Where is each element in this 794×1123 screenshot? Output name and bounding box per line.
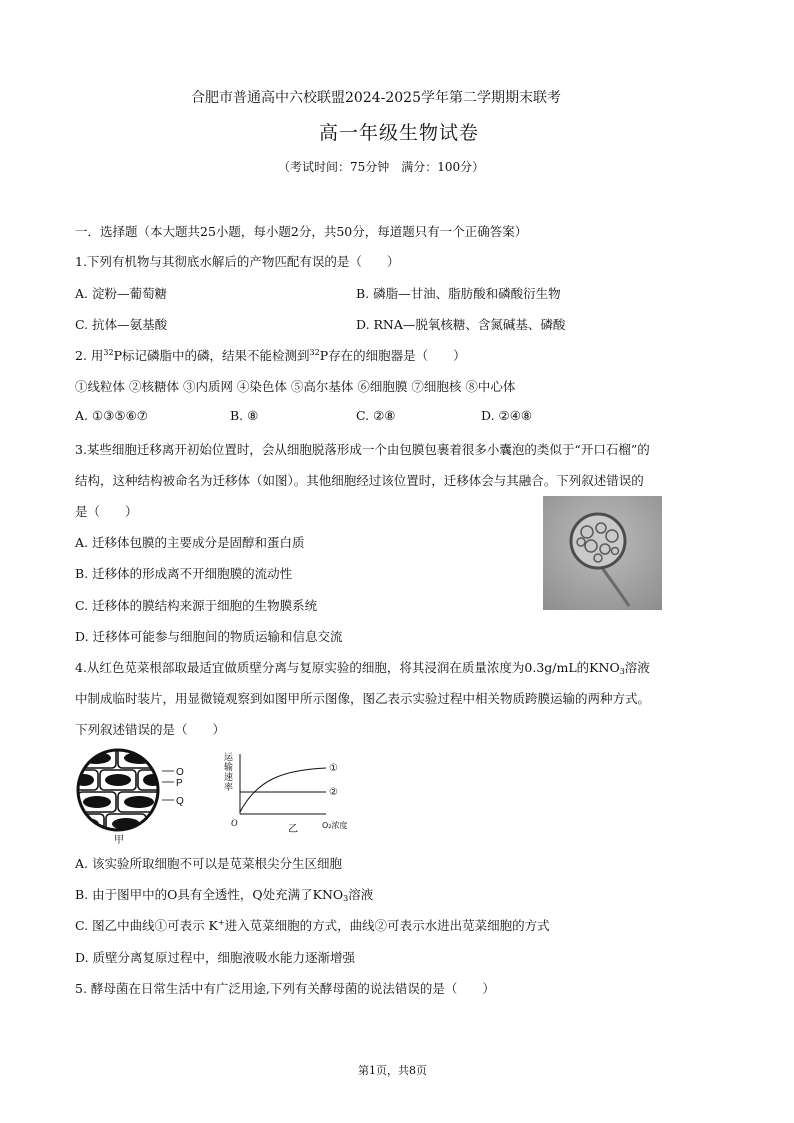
q5-stem: 5. 酵母菌在日常生活中有广泛用途,下列有关酵母菌的说法错误的是（ ） <box>75 981 495 996</box>
curve-2-label: ② <box>329 787 338 798</box>
q3-option-b: B. 迁移体的形成离不开细胞膜的流动性 <box>75 566 293 581</box>
q1-option-b: B. 磷脂—甘油、脂肪酸和磷酸衍生物 <box>356 286 561 301</box>
q3-stem-line3: 是（ ） <box>75 504 138 519</box>
curve-1 <box>240 768 326 812</box>
label-q: Q <box>176 796 184 807</box>
ylabel-char-1: 运 <box>224 753 234 763</box>
q4-stem-line2: 中制成临时装片，用显微镜观察到如图甲所示图像，图乙表示实验过程中相关物质跨膜运输的两种方式。 <box>75 691 651 706</box>
label-p: P <box>176 778 183 789</box>
page-number: 第1页，共8页 <box>358 1064 427 1077</box>
q4-option-b: B. 由于图甲中的O具有全透性，Q处充满了$KNO_3$溶液 <box>75 887 374 903</box>
q1-option-d: D. RNA—脱氧核糖、含氮碱基、磷酸 <box>356 317 566 332</box>
figure-yi <box>222 750 362 834</box>
exam-title: 高一年级生物试卷 <box>319 122 480 144</box>
q1-option-c: C. 抗体—氨基酸 <box>75 317 168 332</box>
q2-items: ①线粒体 ②核糖体 ③内质网 ④染色体 ⑤高尔基体 ⑥细胞膜 ⑦细胞核 ⑧中心体 <box>75 379 516 394</box>
ylabel-char-3: 速 <box>224 773 234 783</box>
q2-option-d: D. ②④⑧ <box>481 408 533 423</box>
q4-option-c: C. 图乙中曲线①可表示 K+进入苋菜细胞的方式，曲线②可表示水进出苋菜细胞的方式 <box>75 918 550 933</box>
ylabel-char-2: 输 <box>224 763 234 773</box>
q3-stem-line2: 结构，这种结构被命名为迁移体（如图）。其他细胞经过该位置时，迁移体会与其融合。下列叙述错误的 <box>75 473 644 488</box>
migrasome-image <box>543 496 662 610</box>
q3-option-a: A. 迁移体包膜的主要成分是固醇和蛋白质 <box>75 535 305 550</box>
q4-option-a: A. 该实验所取细胞不可以是苋菜根尖分生区细胞 <box>75 856 342 871</box>
q2-option-a: A. ①③⑤⑥⑦ <box>75 408 149 423</box>
q2-option-c: C. ②⑧ <box>356 408 396 423</box>
q2-option-b: B. ⑧ <box>230 408 259 423</box>
q3-option-c: C. 迁移体的膜结构来源于细胞的生物膜系统 <box>75 598 318 613</box>
xlabel: O₂浓度 <box>322 821 348 830</box>
q3-option-d: D. 迁移体可能参与细胞间的物质运输和信息交流 <box>75 629 343 644</box>
label-o: O <box>176 767 184 778</box>
migrasome-micrograph <box>543 496 662 610</box>
q4-stem-line3: 下列叙述错误的是（ ） <box>75 722 226 737</box>
section-heading: 一．选择题（本大题共25小题，每小题2分，共50分，每道题只有一个正确答案） <box>75 224 528 239</box>
label-yi: 乙 <box>288 824 298 834</box>
q1-option-a: A. 淀粉—葡萄糖 <box>75 286 167 301</box>
figure-jia <box>74 746 194 846</box>
q3-stem-line1: 3.某些细胞迁移离开初始位置时，会从细胞脱落形成一个由包膜包裹着很多小囊泡的类似于“开口石榴”的 <box>75 442 650 457</box>
q2-stem: 2. 用$^{32}$P标记磷脂中的磷，结果不能检测到$^{32}$P存在的细胞器是（ ） <box>75 348 466 363</box>
q1-stem: 1.下列有机物与其彻底水解后的产物匹配有误的是（ ） <box>75 254 400 269</box>
school-title: 合肥市普通高中六校联盟2024-2025学年第二学期期末联考 <box>191 90 561 106</box>
exam-info: （考试时间：75分钟 满分：100分） <box>278 160 485 174</box>
ylabel-char-4: 率 <box>224 783 234 793</box>
origin-label: O <box>231 818 238 828</box>
label-jia: 甲 <box>114 835 124 846</box>
q4-stem-line1: 4.从红色苋菜根部取最适宜做质壁分离与复原实验的细胞，将其浸润在质量浓度为0.3g/mL的$KNO_3$溶液 <box>75 660 650 676</box>
curve-1-label: ① <box>329 763 338 774</box>
q4-option-d: D. 质壁分离复原过程中，细胞液吸水能力逐渐增强 <box>75 950 356 965</box>
